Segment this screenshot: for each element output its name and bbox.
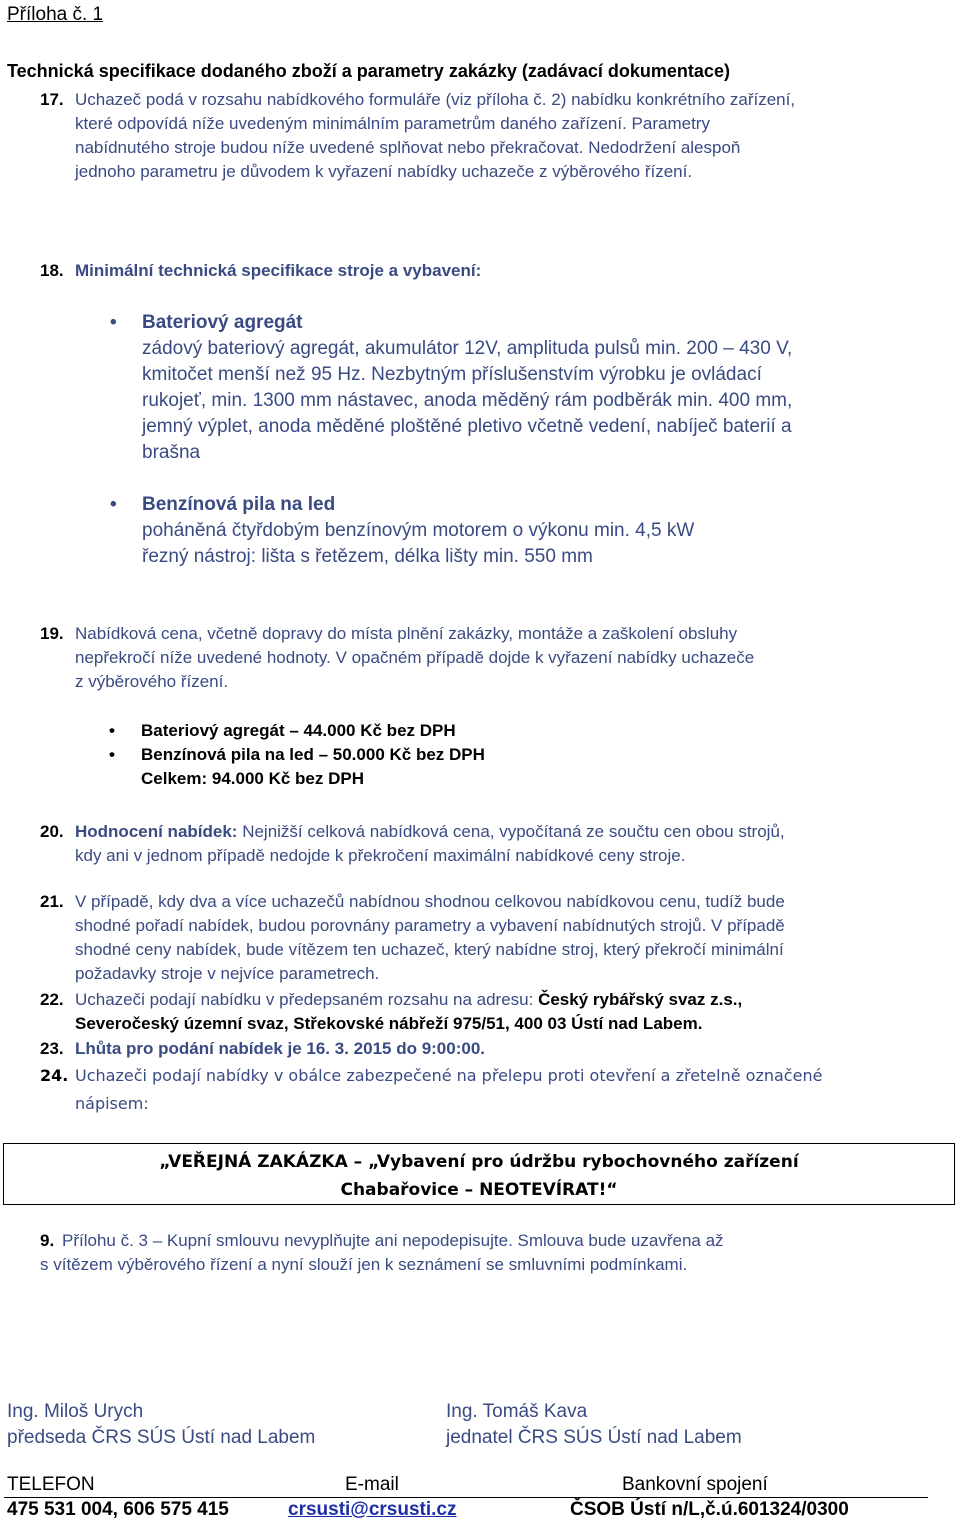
section-21-line: V případě, kdy dva a více uchazečů nabídnou shodnou celkovou nabídkovou cenu, tudíž bude [75,892,785,911]
section-18-title: Minimální technická specifikace stroje a vybavení: [75,261,482,280]
section-17-line: Uchazeč podá v rozsahu nabídkového formuláře (viz příloha č. 2) nabídku konkrétního zařízení, [75,90,796,109]
spec-line: kmitočet menší než 95 Hz. Nezbytným příslušenstvím výrobku je ovládací [142,364,762,385]
spec-line: poháněná čtyřdobým benzínovým motorem o výkonu min. 4,5 kW [142,520,695,541]
section-17-line: nabídnutého stroje budou níže uvedené splňovat nebo překračovat. Nedodržení alespoň [75,138,741,157]
spec-item-battery [142,310,942,466]
signature-right-role: jednatel ČRS SÚS Ústí nad Labem [446,1427,742,1448]
signature-left-name: Ing. Miloš Urych [7,1401,144,1422]
section-20-label: Hodnocení nabídek: [75,822,238,841]
section-22-text [75,988,955,1036]
spec-line: řezný nástroj: lišta s řetězem, délka lišty min. 550 mm [142,546,593,567]
section-9-line1: Přílohu č. 3 – Kupní smlouvu nevyplňujte ani nepodepisujte. Smlouva bude uzavřena až [62,1231,724,1250]
section-20-line: kdy ani v jednom případě nedojde k překročení maximální nabídkové ceny stroje. [75,846,686,865]
spec-item-battery-title: • Bateriový agregát [142,310,942,336]
section-17-number: 17. [40,90,64,109]
price-item-battery: • Bateriový agregát – 44.000 Kč bez DPH [141,719,841,743]
price-item-saw: • Benzínová pila na led – 50.000 Kč bez DPH [141,743,841,767]
section-9-number: 9. [40,1231,55,1250]
section-20-text [75,820,955,868]
section-24-line: nápisem: [75,1094,149,1113]
spec-item-saw-description [142,518,942,570]
envelope-label-box [3,1143,955,1205]
footer-bank: ČSOB Ústí n/L,č.ú.601324/0300 [570,1499,849,1520]
section-21-line: požadavky stroje v nejvíce parametrech. [75,964,380,983]
section-19-line: z výběrového řízení. [75,672,229,691]
page-heading: Technická specifikace dodaného zboží a parametry zakázky (zadávací dokumentace) [7,61,730,81]
section-24-text [75,1062,955,1118]
section-24-number: 24. [40,1066,69,1085]
footer-phone-label: TELEFON [7,1474,95,1495]
section-22-address-name: Český rybářský svaz z.s., [538,990,743,1009]
section-9-line2: s vítězem výběrového řízení a nyní slouží jen k seznámení se smluvními podmínkami. [40,1255,688,1274]
spec-item-saw [142,492,942,570]
spec-line: rukojeť, min. 1300 mm nástavec, anoda měděný rám podběrák min. 400 mm, [142,390,793,411]
section-21-number: 21. [40,892,64,911]
section-21-line: shodné pořadí nabídek, budou porovnány parametry a vybavení nabídnutých strojů. V případě [75,916,785,935]
section-22-number: 22. [40,990,64,1009]
section-17-line: jednoho parametru je důvodem k vyřazení nabídky uchazeče z výběrového řízení. [75,162,693,181]
footer-email-label: E-mail [345,1474,399,1495]
price-total: Celkem: 94.000 Kč bez DPH [141,769,364,788]
signature-left [7,1399,315,1451]
signature-right [446,1399,742,1451]
section-18-number: 18. [40,261,64,280]
section-19-number: 19. [40,624,64,643]
spec-line: zádový bateriový agregát, akumulátor 12V, amplituda pulsů min. 200 – 430 V, [142,338,793,359]
spec-line: jemný výplet, anoda měděné ploštěné pletivo včetně vedení, nabíječ baterií a [142,416,792,437]
section-19-line: nepřekročí níže uvedené hodnoty. V opačném případě dojde k vyřazení nabídky uchazeče [75,648,755,667]
section-17-text [75,88,955,184]
envelope-label-line: „VEŘEJNÁ ZAKÁZKA – „Vybavení pro údržbu rybochovného zařízení [159,1152,799,1172]
price-list [141,719,841,791]
annex-title: Příloha č. 1 [7,4,104,25]
spec-item-battery-description [142,336,942,466]
section-20-number: 20. [40,822,64,841]
section-23-number: 23. [40,1039,64,1058]
section-17-line: které odpovídá níže uvedeným minimálním parametrům daného zařízení. Parametry [75,114,710,133]
envelope-label-line: Chabařovice – NEOTEVÍRAT!“ [340,1180,618,1200]
section-22-address: Severočeský územní svaz, Střekovské nábřeží 975/51, 400 03 Ústí nad Labem. [75,1014,703,1033]
section-24-line: Uchazeči podají nabídky v obálce zabezpečené na přelepu proti otevření a zřetelně označené [75,1066,823,1085]
signature-left-role: předseda ČRS SÚS Ústí nad Labem [7,1427,316,1448]
spec-line: brašna [142,442,201,463]
section-21-line: shodné ceny nabídek, bude vítězem ten uchazeč, který nabídne stroj, který překročí minimální [75,940,784,959]
footer-bank-label: Bankovní spojení [622,1474,768,1495]
section-22-line: Uchazeči podají nabídku v předepsaném rozsahu na adresu: [75,990,539,1009]
section-23-text: Lhůta pro podání nabídek je 16. 3. 2015 do 9:00:00. [75,1039,486,1058]
signature-right-name: Ing. Tomáš Kava [446,1401,588,1422]
section-19-line: Nabídková cena, včetně dopravy do místa plnění zakázky, montáže a zaškolení obsluhy [75,624,738,643]
section-21-text [75,890,955,986]
section-20-line: Nejnižší celková nabídková cena, vypočítaná ze součtu cen obou strojů, [237,822,785,841]
spec-item-saw-title: • Benzínová pila na led [142,492,942,518]
footer-phone: 475 531 004, 606 575 415 [7,1499,229,1520]
footer-email-link[interactable]: crsusti@crsusti.cz [288,1499,457,1520]
footer-email [288,1497,457,1523]
section-19-text [75,622,955,694]
